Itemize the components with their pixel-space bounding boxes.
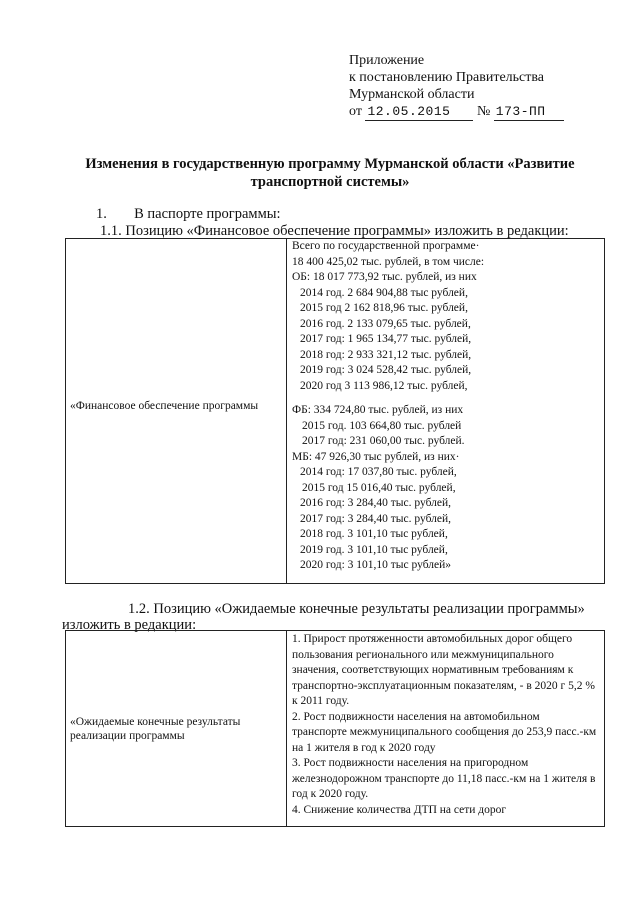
financing-line: 2019 год: 3 024 528,42 тыс. рублей, [300, 364, 472, 376]
section-1-text: В паспорте программы: [134, 206, 281, 222]
financing-line: 2014 год: 17 037,80 тыс. рублей, [300, 466, 457, 478]
document-title: Изменения в государственную программу Мурманской области «Развитие транспортной системы» [85, 156, 575, 190]
appendix-label: Приложение [349, 53, 425, 68]
results-right-cell [292, 632, 597, 818]
section-1-heading [96, 206, 281, 223]
number-label: № [476, 104, 491, 119]
financing-line: 2017 год: 1 965 134,77 тыс. рублей, [300, 333, 472, 345]
financing-line: 2018 год. 3 101,10 тыс рублей, [300, 528, 448, 540]
financing-line: ОБ: 18 017 773,92 тыс. рублей, из них [292, 271, 477, 283]
appendix-header [349, 52, 564, 121]
date-number-line [349, 103, 564, 121]
financing-line: 2014 год. 2 684 904,88 тыс рублей, [300, 286, 468, 299]
financing-line: 2017 год: 3 284,40 тыс. рублей, [300, 512, 452, 525]
financing-line: 2020 год 3 113 986,12 тыс. рублей, [300, 379, 468, 392]
financing-line: 2015 год. 103 664,80 тыс. рублей [302, 419, 462, 432]
section-1-2-text: 1.2. Позицию «Ожидаемые конечные результаты реализации программы» [128, 601, 585, 617]
financing-line: 2015 год 2 162 818,96 тыс. рублей, [300, 302, 468, 314]
financing-line: 2016 год. 2 133 079,65 тыс. рублей, [300, 317, 471, 330]
financing-line: 2019 год. 3 101,10 тыс рублей, [300, 543, 448, 556]
financing-line: 2017 год: 231 060,00 тыс. рублей. [302, 435, 465, 447]
result-item: 1. Прирост протяженности автомобильных дорог общего пользования регионального или межмуниципального значения, соответствующих нормативным требованиям к транспортно-эксплуатационным показателям, - в 2020 г 5,2 % к 2011 году. [292, 633, 595, 707]
financing-line: 18 400 425,02 тыс. рублей, в том числе: [292, 255, 485, 268]
section-1-number: 1. [96, 206, 107, 222]
financing-left-cell: «Финансовое обеспечение программы [70, 400, 259, 412]
resolution-number: 173-ПП [494, 103, 564, 121]
financing-line: МБ: 47 926,30 тыс рублей, из них· [292, 450, 460, 463]
result-item: 2. Рост подвижности населения на автомобильном транспорте межмуниципального сообщения до 253,9 пасс.-км на 1 жителя в год к 2020 году [292, 710, 597, 754]
result-item: 3. Рост подвижности населения на пригородном железнодорожном транспорте до 11,18 пасс.-км на 1 жителя в год к 2020 году. [292, 757, 596, 800]
expected-results-table [65, 630, 605, 827]
financing-line: ФБ: 334 724,80 тыс. рублей, из них [292, 404, 464, 416]
from-label: от [349, 104, 362, 119]
financing-right-cell [292, 239, 602, 574]
section-1-1-text: 1.1. Позицию «Финансовое обеспечение программы» изложить в редакции: [100, 223, 569, 239]
results-left-cell: «Ожидаемые конечные результаты реализации программы [70, 716, 241, 742]
region-label: Мурманской области [349, 87, 475, 102]
financing-line: 2015 год 15 016,40 тыс. рублей, [302, 481, 456, 494]
financing-line: 2020 год: 3 101,10 тыс рублей» [300, 559, 452, 571]
result-item: 4. Снижение количества ДТП на сети дорог [292, 803, 507, 816]
resolution-label: к постановлению Правительства [349, 70, 545, 85]
resolution-date: 12.05.2015 [365, 103, 473, 121]
financing-line: Всего по государственной программе· [292, 240, 480, 252]
financing-line: 2016 год: 3 284,40 тыс. рублей, [300, 497, 452, 509]
financing-line: 2018 год: 2 933 321,12 тыс. рублей, [300, 348, 472, 361]
financing-table [65, 238, 605, 584]
section-1-2-text-cont: изложить в редакции: [62, 617, 197, 633]
